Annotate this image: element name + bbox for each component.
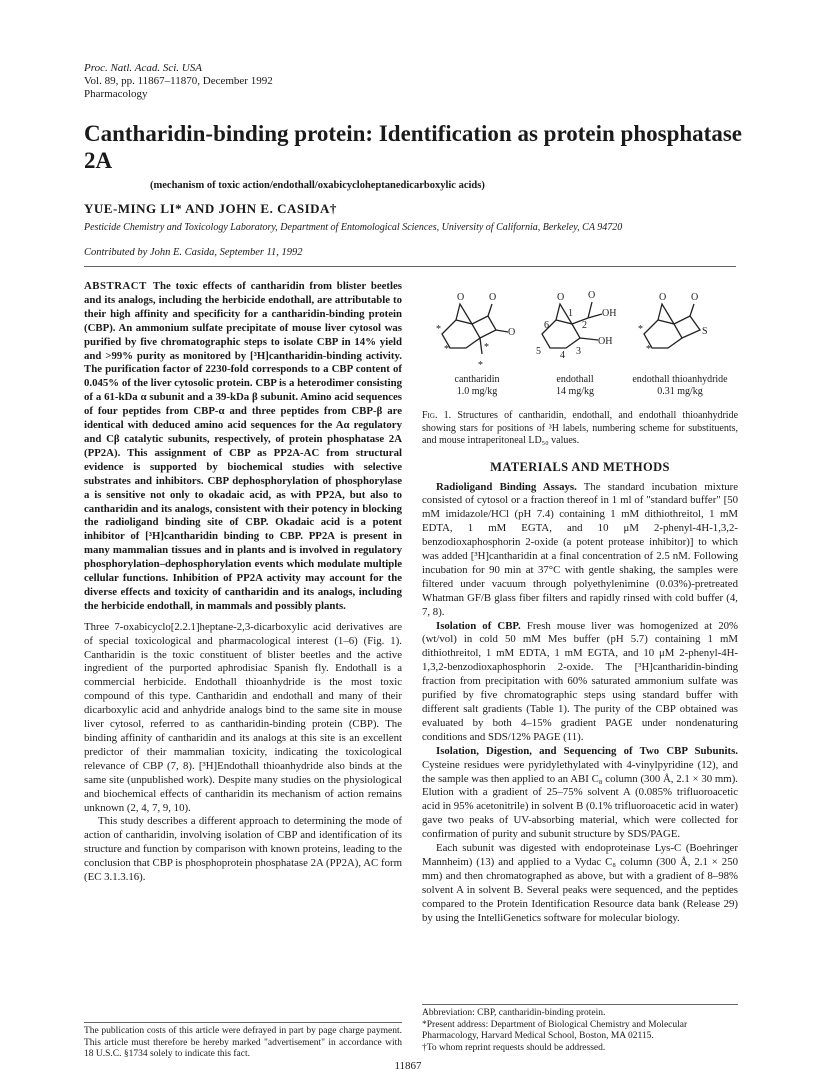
caption-text: Structures of cantharidin, endothall, and endothall thioanhydride showing stars for positions of ³H labels, numbering scheme for substituents, and mouse intraperitoneal LD₅₀ values. <box>422 410 739 446</box>
methods-paragraph-4: Each subunit was digested with endoproteinase Lys-C (Boehringer Mannheim) (13) and applied to a Vydac C₈ column (300 Å, 2.1 × 250 mm) and then chromatographed as above, but with a gradient of 8–98% solvent A in solvent B. Several peaks were sequenced, and the peptides compared to the Protein Identification Resource data bank (Release 29) by using the IntelliGenetics software for molecular biology. <box>422 842 738 924</box>
article-title: Cantharidin-binding protein: Identification as protein phosphatase 2A <box>84 121 742 173</box>
cantharidin-label-star-3: * <box>484 342 489 353</box>
chemical-structures <box>422 282 738 372</box>
thioanhydride-structure <box>644 304 700 348</box>
endothall-hydroxyl-1: OH <box>602 308 617 319</box>
cantharidin-carbonyl-oxygen: O <box>489 292 497 303</box>
contributed-by: Contributed by John E. Casida, September 11, 1992 <box>84 247 303 258</box>
abbreviation-note: Abbreviation: CBP, cantharidin-binding protein. <box>422 1008 606 1018</box>
methods-subhead: Isolation of CBP. <box>436 619 521 632</box>
abstract-lead: ABSTRACT <box>84 280 147 292</box>
reprint-note: †To whom reprint requests should be addressed. <box>422 1042 606 1053</box>
thioanhydride-carbonyl-oxygen: O <box>691 292 699 303</box>
authors: YUE-MING LI* AND JOHN E. CASIDA† <box>84 201 337 216</box>
compound-name: endothall <box>556 374 594 385</box>
abstract <box>84 280 402 614</box>
endothall-position-1: 1 <box>568 308 573 319</box>
figure-1 <box>422 282 738 402</box>
methods-text: Fresh mouse liver was homogenized at 20% (wt/vol) in cold 50 mM Mes buffer (pH 5.7) containing 1 mM dithiothreitol, 1 mM EDTA, 1 mM EGTA, and 10 μM 2-phenyl-4H-1,3,2-benzodioxaphosphorin 2-oxide. The [³H]cantharidin-binding fraction from precipitation with 60% saturated ammonium sulfate was purified by five chromatographic steps using standard buffer with different salt gradients (Table 1). The purity of the CBP obtained was evaluated by both 4–15% gradient PAGE under nondenaturing conditions and SDS/12% PAGE (11). <box>422 619 738 743</box>
abstract-text: The toxic effects of cantharidin from blister beetles and its analogs, including the herbicide endothall, are attributable to their high affinity and specificity for a cantharidin-binding protein (CBP). An ammonium sulfate precipitate of mouse liver cytosol was purified by five chromatographic steps to isolate CBP in 14% yield and >99% purity as monitored by [³H]cantharidin-binding activity. The purification factor of 2230-fold corresponds to a CBP content of 0.045% of the liver cytosolic protein. CBP is a heterodimer consisting of a 61-kDa α subunit and a 39-kDa β subunit. Amino acid sequences of four peptides from CBP-α and three peptides from CBP-β are identical with deduced amino acid sequences for the Aα regulatory and Cβ catalytic subunits, respectively, of protein phosphatase 2A (PP2A). This assignment of CBP as PP2A-AC from structural evidence is supported by biochemical studies with selective substrates and inhibitors. CBP dephosphorylation of phosphorylase a is sensitive not only to okadaic acid, as with PP2A, but also to cantharidin and its analogs, consistent with their potency in blocking the radioligand binding site of CBP. Okadaic acid is a potent inhibitor of [³H]cantharidin binding to CBP. PP2A is present in many mammalian tissues and in plants and is involved in regulatory phosphorylation–dephosphorylation events which modulate multiple cellular functions. Inhibition of PP2A activity may account for the diverse effects and toxicity of cantharidin and its analogs, including the herbicide endothall, in mammals and possibly plants. <box>84 280 402 612</box>
header-divider <box>84 266 736 267</box>
methods-text: The standard incubation mixture consisted of cytosol or a fraction thereof in 1 ml of "standard buffer" [50 mM imidazole/HCl (pH 7.4) containing 1 mM dithiothreitol, 1 mM EDTA, 1 mM EGTA, and 10 μM 2-phenyl-4H-1,3,2-benzodioxaphosphorin 2-oxide (a potent protease inhibitor)] to which was added [³H]cantharidin at a final concentration of 2.5 nM. Following incubation for 90 min at 37°C with gentle shaking, the samples were filtered under vacuum through polyethylenimine (0.03%)-pretreated Whatman GF/B glass fiber filters and rapidly rinsed with cold buffer (4, 7, 8). <box>422 480 738 618</box>
journal-header <box>84 62 273 101</box>
compound-name: endothall thioanhydride <box>632 374 728 385</box>
right-column <box>422 282 738 926</box>
intro-paragraph-1: Three 7-oxabicyclo[2.2.1]heptane-2,3-dicarboxylic acid derivatives are of special toxicological and pharmacological interest (1–6) (Fig. 1). Cantharidin is the toxic constituent of blister beetles and the active ingredient of the purported aphrodisiac Spanish fly. Endothall is a commercial herbicide. Endothall thioanhydride is the most toxic compound of this type. Cantharidin and endothall and many of their dicarboxylic acid and anhydride analogs bind to the same site in mouse liver cytosol, referred to as cantharidin-binding protein (CBP). The binding affinity of cantharidin and its analogs at this site is an excellent predictor of their mammalian toxicity, indicating the toxicological relevance of CBP (7, 8). [³H]Endothall thioanhydride also binds at the same site (unpublished work). Despite many studies on the physiological and biochemical effects of cantharidin its mechanism of action remains unknown (2, 4, 7, 9, 10). <box>84 620 402 814</box>
thioanhydride-label-star-2: * <box>646 344 651 355</box>
cantharidin-carbonyl-oxygen-2: O <box>508 327 516 338</box>
methods-text: Cysteine residues were pyridylethylated with 4-vinylpyridine (12), and the sample was then applied to an ABI C₈ column (300 Å, 2.1 × 30 mm). Elution with a gradient of 25–75% solvent A (0.085% trifluoroacetic acid in 95% acetonitrile) in solvent B (0.1% trifluoroacetic acid in water) gave two peaks of UV-absorbing material, which were collected for confirmation of purity and subunit structure by SDS/PAGE. <box>422 758 738 841</box>
endothall-bridge-oxygen: O <box>557 292 565 303</box>
endothall-position-3: 3 <box>576 346 581 357</box>
right-footnote-divider <box>422 1004 738 1005</box>
compound-endothall <box>530 374 620 398</box>
footnote-divider <box>84 1022 402 1023</box>
methods-paragraph-2 <box>422 620 738 745</box>
right-footnotes <box>422 1008 738 1054</box>
methods-heading: MATERIALS AND METHODS <box>490 459 670 474</box>
cantharidin-structure <box>442 304 508 354</box>
compound-dose: 1.0 mg/kg <box>456 386 498 397</box>
endothall-position-2: 2 <box>582 320 587 331</box>
cantharidin-bridge-oxygen: O <box>457 292 465 303</box>
present-address-note: *Present address: Department of Biological Chemistry and Molecular Pharmacology, Harvard Medical School, Boston, MA 02115. <box>422 1019 688 1041</box>
left-column <box>84 280 402 885</box>
caption-label: Fig. 1. <box>422 410 452 421</box>
compound-dose: 14 mg/kg <box>555 386 595 397</box>
thioanhydride-sulfur: S <box>702 326 708 337</box>
endothall-position-5: 5 <box>536 346 541 357</box>
journal-volume: Vol. 89, pp. 11867–11870, December 1992 <box>84 75 273 87</box>
methods-paragraph-1 <box>422 481 738 620</box>
methods-paragraph-3 <box>422 745 738 842</box>
thioanhydride-label-star-1: * <box>638 324 643 335</box>
methods-subhead: Radioligand Binding Assays. <box>436 480 577 493</box>
publication-cost-note: The publication costs of this article were defrayed in part by page charge payment. This article must therefore be hereby marked "advertisement" in accordance with 18 U.S.C. §1734 solely to indicate this fact. <box>84 1026 402 1059</box>
journal-name: Proc. Natl. Acad. Sci. USA <box>84 62 202 74</box>
page-number: 11867 <box>394 1060 422 1072</box>
figure-caption <box>422 410 738 448</box>
intro-paragraph-2: This study describes a different approach to determining the mode of action of cantharidin, involving isolation of CBP and identification of its structure and function by comparison with known proteins, leading to the conclusion that CBP is phosphoprotein phosphatase 2A (PP2A), AC form (EC 3.1.3.16). <box>84 815 402 884</box>
journal-section: Pharmacology <box>84 88 148 100</box>
cantharidin-label-star-4: * <box>478 360 483 371</box>
affiliation: Pesticide Chemistry and Toxicology Laboratory, Department of Entomological Sciences, University of California, Berkeley, CA 94720 <box>84 222 623 233</box>
compound-endothall-thioanhydride <box>622 374 738 398</box>
keywords: (mechanism of toxic action/endothall/oxabicycloheptanedicarboxylic acids) <box>150 180 485 191</box>
methods-subhead: Isolation, Digestion, and Sequencing of Two CBP Subunits. <box>436 744 738 757</box>
endothall-carbonyl-oxygen: O <box>588 290 596 301</box>
compound-dose: 0.31 mg/kg <box>657 386 703 397</box>
endothall-hydroxyl-2: OH <box>598 336 613 347</box>
endothall-position-6: 6 <box>544 320 549 331</box>
compound-name: cantharidin <box>454 374 500 385</box>
cantharidin-label-star-1: * <box>436 324 441 335</box>
cantharidin-label-star-2: * <box>444 344 449 355</box>
endothall-position-4: 4 <box>560 350 565 361</box>
compound-cantharidin <box>432 374 522 398</box>
thioanhydride-bridge-oxygen: O <box>659 292 667 303</box>
